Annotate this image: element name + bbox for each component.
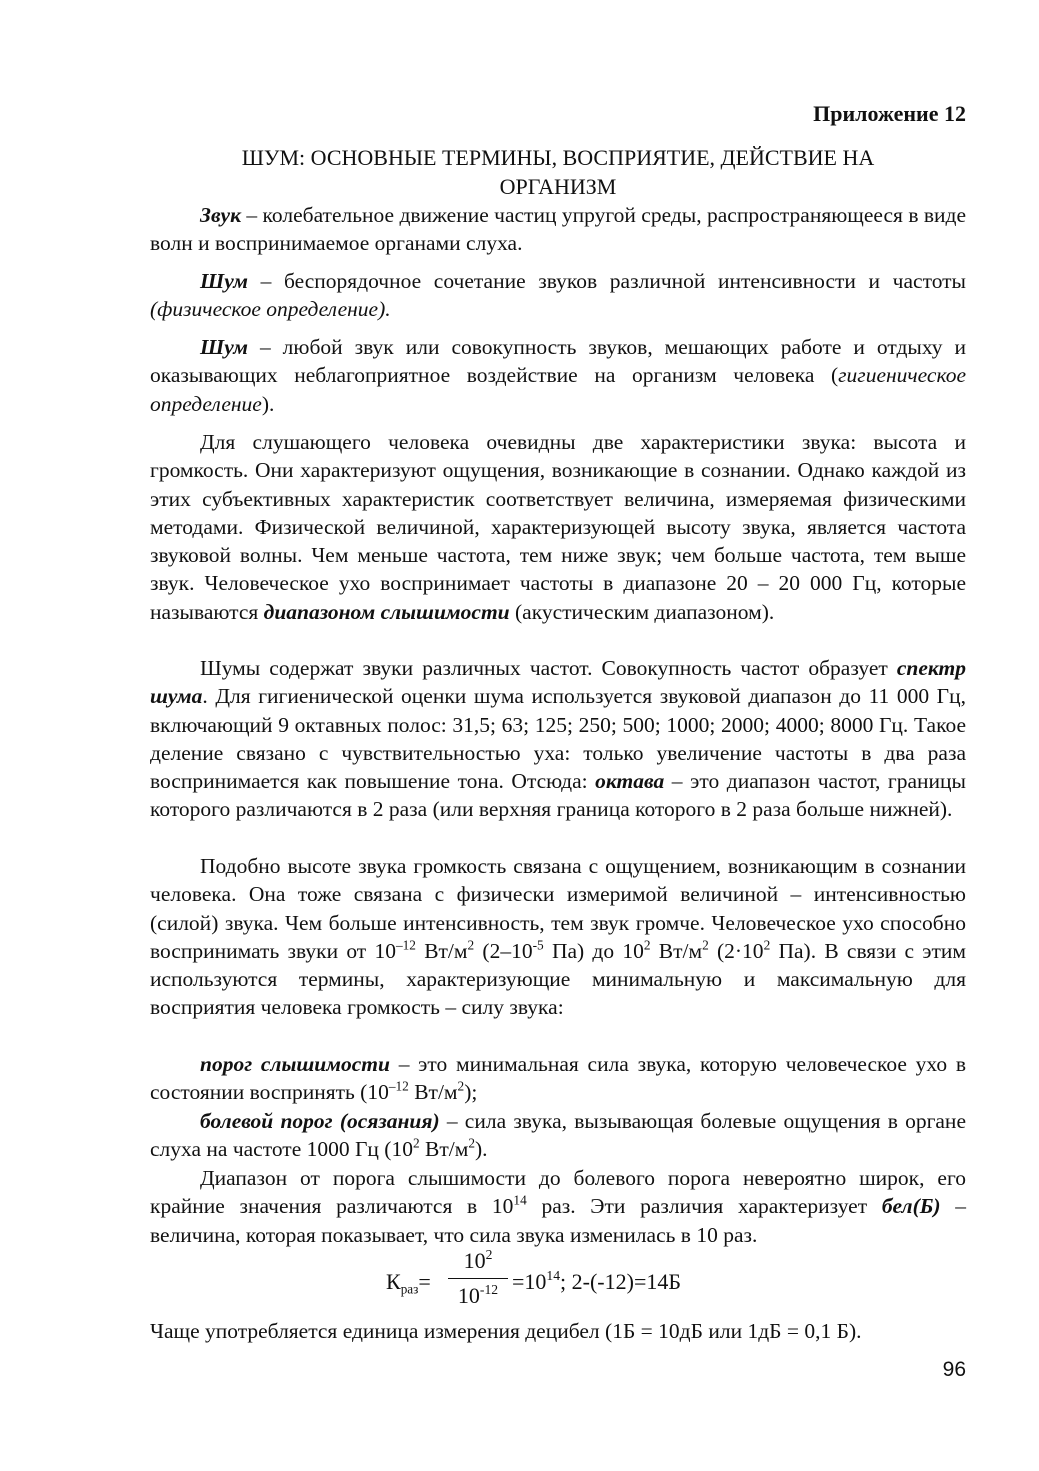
text-run: Вт/м (650, 938, 703, 963)
definition-hearing-threshold (150, 1050, 966, 1107)
formula-k-symbol: К (386, 1269, 401, 1294)
text-run: – это минимальная сила звука, которую человеческое ухо в состоянии воспринять (10 (150, 1052, 966, 1105)
text-run: раз. Эти различия характеризует (526, 1194, 882, 1219)
appendix-label: Приложение 12 (813, 101, 966, 126)
text-run: – сила звука, вызывающая болевые ощущения в органе слуха на частоте 1000 Гц (10 (150, 1109, 966, 1162)
title-line-1: ШУМ: ОСНОВНЫЕ ТЕРМИНЫ, ВОСПРИЯТИЕ, ДЕЙСТВИЕ НА (241, 145, 875, 170)
superscript: 2 (763, 937, 771, 953)
definition-sound-text: – колебательное движение частиц упругой среды, распространяющееся в виде волн и воспринимаемое органами слуха. (150, 203, 967, 256)
text-run: Вт/м (408, 1080, 458, 1105)
document-page (150, 0, 966, 1471)
formula-result (512, 1268, 681, 1296)
definition-noise-physical-text: – беспорядочное сочетание звуков различной интенсивности и частоты (260, 269, 966, 293)
definition-noise-hygienic-text: – любой звук или совокупность звуков, мешающих работе и отдыху и оказывающих неблагоприятное воздействие на организм человека ( (150, 335, 967, 388)
paragraph-decibel: Чаще употребляется единица измерения децибел (1Б = 10дБ или 1дБ = 0,1 Б). (150, 1319, 862, 1343)
formula-tail: ; 2-(-12)=14Б (560, 1269, 682, 1294)
paragraph-bel (150, 1164, 966, 1249)
text-run: Па). В связи с этим используются термины, характеризующие минимальную и максимальную для восприятия человека громкость – силу звука: (150, 938, 966, 1020)
text-run: Вт/м (415, 938, 468, 963)
formula-k (386, 1268, 431, 1304)
formula (386, 1246, 806, 1316)
superscript: -5 (532, 937, 544, 953)
definition-end: ). (261, 391, 275, 416)
definition-noise-hygienic (150, 333, 966, 418)
superscript: –12 (388, 1078, 409, 1094)
page-title (150, 143, 966, 201)
term-sound: Звук (200, 203, 241, 227)
text-run: ). (475, 1137, 488, 1162)
superscript: 2 (643, 937, 651, 953)
text-run: Диапазон от порога слышимости до болевого порога невероятно широк, его крайние значения различаются в 10 (150, 1166, 966, 1219)
paragraph-text: Для слушающего человека очевидны две характеристики звука: высота и громкость. Они характеризуют ощущения, возникающие в сознании. Однако каждой из этих субъективных характеристик соответствует величина, измеряемая физическими методами. Физической величиной, характеризующей высоту звука, является частота звуковой волны. Чем меньше частота, тем ниже звук; чем больше частота, тем выше звук. Человеческое ухо воспринимает частоты в диапазоне 20 – 20 000 Гц, которые называются (150, 430, 966, 624)
definition-pain-threshold (150, 1107, 966, 1164)
term-noise: Шум (200, 269, 248, 293)
text-run: – величина, которая показывает, что сила звука изменилась в 10 раз. (150, 1194, 967, 1247)
term-hearing-range: диапазоном слышимости (263, 599, 510, 624)
formula-numerator (448, 1246, 508, 1276)
paragraph-end: (акустическим диапазоном). (509, 599, 775, 624)
text-run: ); (464, 1080, 478, 1105)
superscript: 2 (412, 1135, 420, 1151)
superscript: 2 (702, 937, 709, 953)
text-run: (2·10 (708, 938, 764, 963)
superscript: –12 (395, 937, 416, 953)
paragraph-intensity (150, 852, 966, 1022)
fraction-bar (448, 1278, 508, 1279)
definition-sound (150, 201, 966, 258)
paragraph-text: Шумы содержат звуки различных частот. Совокупность частот образует (200, 656, 897, 680)
text-run: Вт/м (419, 1137, 469, 1162)
term-noise-spectrum: спектр шума (150, 656, 966, 709)
title-line-2: ОРГАНИЗМ (499, 174, 617, 199)
text-run: (2–10 (474, 938, 533, 963)
superscript: 2 (468, 1135, 476, 1151)
superscript: 2 (467, 937, 475, 953)
term-octave: октава (595, 769, 665, 794)
superscript: 14 (513, 1192, 527, 1208)
hygienic-note: гигиеническое определение (150, 363, 966, 416)
term-pain-threshold: болевой порог (осязания) (200, 1109, 440, 1133)
page-number: 96 (942, 1358, 966, 1381)
result-base: =10 (512, 1269, 547, 1294)
paragraph-noise-spectrum (150, 654, 966, 824)
paragraph-pitch-loudness (150, 428, 966, 626)
numerator-base: 10 (463, 1248, 486, 1273)
superscript: 2 (457, 1078, 465, 1094)
text-run: Подобно высоте звука громкость связана с ощущением, возникающим в сознании человека. Она тоже связана с физически измеримой величиной – интенсивностью (силой) звука. Чем больше интенсивность, тем звук громче. Человеческое ухо способно воспринимать звуки от 10 (150, 854, 966, 963)
term-hearing-threshold: порог слышимости (200, 1052, 390, 1076)
result-exponent: 14 (546, 1268, 561, 1284)
term-noise: Шум (200, 335, 248, 359)
paragraph-end: – это диапазон частот, границы которого различаются в 2 раза (или верхняя граница которого в 2 раза больше нижней). (150, 769, 967, 822)
term-bel: бел(Б) (881, 1194, 941, 1219)
numerator-exponent: 2 (485, 1247, 493, 1263)
formula-k-subscript: раз (400, 1281, 419, 1297)
formula-denominator (448, 1281, 508, 1311)
denominator-base: 10 (457, 1283, 480, 1308)
denominator-exponent: -12 (479, 1282, 499, 1298)
formula-fraction (448, 1246, 508, 1311)
paragraph-text: . Для гигиенической оценки шума используется звуковой диапазон до 11 000 Гц, включающий 9 октавных полос: 31,5; 63; 125; 250; 500; 1000; 2000; 4000; 8000 Гц. Такое деление связано с чувствительностью уха: только увеличение частоты в два раза воспринимается как повышение тона. Отсюда: (150, 684, 966, 794)
definition-noise-physical (150, 267, 966, 324)
formula-equals: = (418, 1269, 431, 1294)
text-run: Па) до 10 (543, 938, 644, 963)
physical-note: (физическое определение). (150, 297, 391, 322)
